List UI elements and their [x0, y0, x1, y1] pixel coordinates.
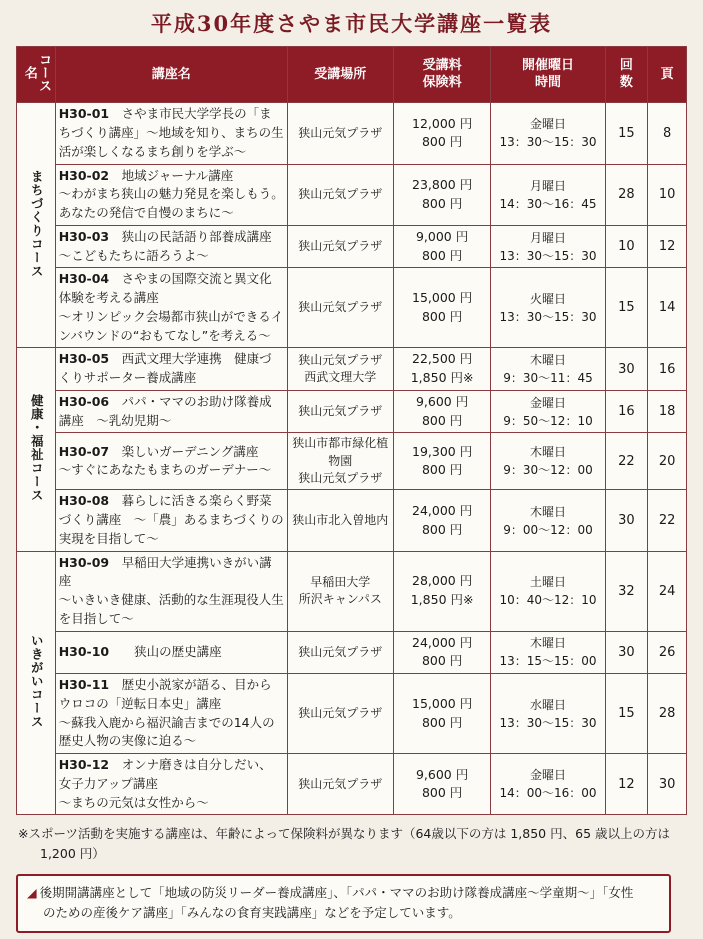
- cell-page: 20: [648, 433, 687, 490]
- cell-times: 15: [605, 268, 648, 348]
- cell-times: 10: [605, 225, 648, 268]
- table-row: [17, 225, 687, 268]
- header-day-time: 開催曜日 時間: [491, 47, 605, 103]
- cell-day-time: 木曜日 9：00～12：00: [491, 490, 605, 551]
- table-row: [17, 490, 687, 551]
- header-place: 受講場所: [287, 47, 393, 103]
- cell-page: 22: [648, 490, 687, 551]
- table-row: [17, 551, 687, 631]
- cell-course-name: H30-10 狭山の歴史講座: [55, 631, 287, 674]
- cell-fee: 9,000 円 800 円: [393, 225, 491, 268]
- cell-place: 狭山元気プラザ: [287, 754, 393, 815]
- cell-place: 狭山元気プラザ: [287, 103, 393, 164]
- cell-day-time: 木曜日 9：30～11：45: [491, 348, 605, 391]
- cell-course-name: H30-07 楽しいガーデニング講座 ～すぐにあなたもまちのガーデナー～: [55, 433, 287, 490]
- table-row: [17, 674, 687, 754]
- cell-course-name: H30-06 パパ・ママのお助け隊養成講座 ～乳幼児期～: [55, 390, 287, 433]
- cell-page: 12: [648, 225, 687, 268]
- cell-times: 12: [605, 754, 648, 815]
- cell-place: 狭山市北入曽地内: [287, 490, 393, 551]
- cell-times: 15: [605, 674, 648, 754]
- header-course-group: コース名: [17, 47, 56, 103]
- cell-place: 狭山元気プラザ: [287, 268, 393, 348]
- cell-page: 24: [648, 551, 687, 631]
- table-row: [17, 390, 687, 433]
- cell-place: 狭山元気プラザ: [287, 225, 393, 268]
- cell-place: 狭山市都市緑化植物園 狭山元気プラザ: [287, 433, 393, 490]
- header-times: 回 数: [605, 47, 648, 103]
- cell-day-time: 火曜日 13：30～15：30: [491, 268, 605, 348]
- cell-day-time: 月曜日 14：30～16：45: [491, 164, 605, 225]
- cell-day-time: 金曜日 9：50～12：10: [491, 390, 605, 433]
- group-label-ikigai: いきがいコース: [17, 551, 56, 815]
- cell-fee: 9,600 円 800 円: [393, 754, 491, 815]
- cell-course-name: H30-04 さやまの国際交流と異文化体験を考える講座 ～オリンピック会場都市狭山ができるインバウンドの“おもてなし”を考える～: [55, 268, 287, 348]
- cell-times: 22: [605, 433, 648, 490]
- table-row: [17, 164, 687, 225]
- callout-box: [16, 874, 671, 933]
- cell-course-name: H30-03 狭山の民話語り部養成講座 ～こどもたちに語ろうよ～: [55, 225, 287, 268]
- page-title: 平成30年度さやま市民大学講座一覧表: [150, 11, 553, 36]
- header-fee: 受講料 保険料: [393, 47, 491, 103]
- cell-course-name: H30-08 暮らしに活きる楽らく野菜づくり講座 ～「農」あるまちづくりの実現を目指して～: [55, 490, 287, 551]
- cell-day-time: 水曜日 13：30～15：30: [491, 674, 605, 754]
- cell-place: 狭山元気プラザ 西武文理大学: [287, 348, 393, 391]
- cell-times: 30: [605, 490, 648, 551]
- cell-place: 狭山元気プラザ: [287, 631, 393, 674]
- cell-fee: 12,000 円 800 円: [393, 103, 491, 164]
- cell-course-name: H30-01 さやま市民大学学長の「まちづくり講座」～地域を知り、まちの生活が楽しくなるまち創りを学ぶ～: [55, 103, 287, 164]
- table-row: [17, 103, 687, 164]
- cell-day-time: 木曜日 13：15～15：00: [491, 631, 605, 674]
- table-row: [17, 631, 687, 674]
- cell-day-time: 木曜日 9：30～12：00: [491, 433, 605, 490]
- cell-place: 狭山元気プラザ: [287, 164, 393, 225]
- cell-page: 18: [648, 390, 687, 433]
- table-body: [17, 103, 687, 815]
- cell-course-name: H30-09 早稲田大学連携いきがい講座 ～いきいき健康、活動的な生涯現役人生を目指して～: [55, 551, 287, 631]
- cell-page: 16: [648, 348, 687, 391]
- cell-page: 28: [648, 674, 687, 754]
- cell-times: 16: [605, 390, 648, 433]
- cell-fee: 22,500 円 1,850 円※: [393, 348, 491, 391]
- cell-times: 30: [605, 348, 648, 391]
- callout-line-2: のための産後ケア講座」「みんなの食育実践講座」などを予定しています。: [43, 905, 461, 921]
- table-row: [17, 348, 687, 391]
- cell-fee: 28,000 円 1,850 円※: [393, 551, 491, 631]
- cell-page: 30: [648, 754, 687, 815]
- cell-fee: 15,000 円 800 円: [393, 674, 491, 754]
- table-row: [17, 268, 687, 348]
- cell-day-time: 月曜日 13：30～15：30: [491, 225, 605, 268]
- table-row: [17, 433, 687, 490]
- cell-times: 15: [605, 103, 648, 164]
- cell-fee: 15,000 円 800 円: [393, 268, 491, 348]
- cell-fee: 9,600 円 800 円: [393, 390, 491, 433]
- cell-day-time: 金曜日 14：00～16：00: [491, 754, 605, 815]
- cell-place: 早稲田大学 所沢キャンパス: [287, 551, 393, 631]
- header-page: 頁: [648, 47, 687, 103]
- cell-course-name: H30-11 歴史小説家が語る、目からウロコの「逆転日本史」講座 ～蘇我入鹿から福沢諭吉までの14人の歴史人物の実像に迫る～: [55, 674, 287, 754]
- cell-day-time: 金曜日 13：30～15：30: [491, 103, 605, 164]
- course-list-table: [16, 46, 687, 815]
- cell-course-name: H30-02 地域ジャーナル講座 ～わがまち狭山の魅力発見を楽しもう。あなたの発信で自慢のまちに～: [55, 164, 287, 225]
- cell-times: 28: [605, 164, 648, 225]
- cell-day-time: 土曜日 10：40～12：10: [491, 551, 605, 631]
- cell-times: 32: [605, 551, 648, 631]
- footnote-line-1: ※スポーツ活動を実施する講座は、年齢によって保険料が異なります（64歳以下の方は 1,850 円、65 歳以上の方は: [18, 826, 670, 842]
- cell-times: 30: [605, 631, 648, 674]
- cell-fee: 24,000 円 800 円: [393, 631, 491, 674]
- cell-place: 狭山元気プラザ: [287, 674, 393, 754]
- cell-course-name: H30-05 西武文理大学連携 健康づくりサポーター養成講座: [55, 348, 287, 391]
- table-row: [17, 754, 687, 815]
- cell-page: 10: [648, 164, 687, 225]
- callout-bullet-icon: ◢: [27, 885, 37, 901]
- cell-course-name: H30-12 オンナ磨きは自分しだい、女子力アップ講座 ～まちの元気は女性から～: [55, 754, 287, 815]
- footnote-line-2: 1,200 円）: [40, 846, 105, 862]
- cell-page: 14: [648, 268, 687, 348]
- cell-page: 26: [648, 631, 687, 674]
- callout-line-1: 後期開講講座として「地域の防災リーダー養成講座」、「パパ・ママのお助け隊養成講座～学童期～」「女性: [39, 885, 634, 901]
- footnote: [16, 824, 687, 864]
- cell-page: 8: [648, 103, 687, 164]
- cell-fee: 23,800 円 800 円: [393, 164, 491, 225]
- cell-fee: 24,000 円 800 円: [393, 490, 491, 551]
- cell-fee: 19,300 円 800 円: [393, 433, 491, 490]
- table-header: [17, 47, 687, 103]
- cell-place: 狭山元気プラザ: [287, 390, 393, 433]
- group-label-kenko-fukushi: 健康・福祉コース: [17, 348, 56, 551]
- group-label-machizukuri: まちづくりコース: [17, 103, 56, 348]
- header-course-name: 講座名: [55, 47, 287, 103]
